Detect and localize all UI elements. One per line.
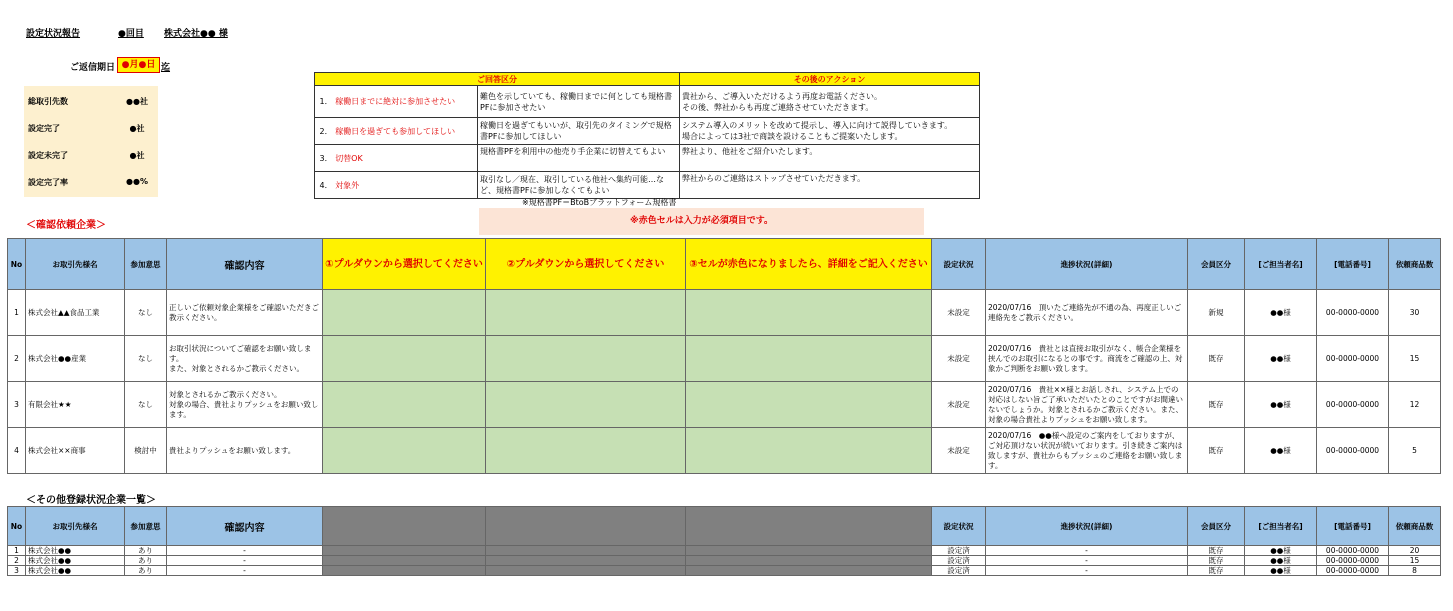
report-title: 設定状況報告 [26,29,81,39]
cell-status: 未設定 [932,336,986,382]
col-pulldown-1: ①プルダウンから選択してください [323,239,486,290]
legend-num: 3． [319,153,333,163]
summary-done [28,123,158,137]
table-row [8,290,1441,336]
cell-blank [486,556,686,566]
legend-label: 切替OK [335,153,363,163]
cell-contact: ●●様 [1245,546,1317,556]
cell-items: 12 [1389,382,1441,428]
col-pulldown-2: ②プルダウンから選択してください [486,239,686,290]
col-partner: お取引先様名 [26,239,125,290]
cell-pulldown-3[interactable] [686,336,932,382]
cell-pulldown-1[interactable] [323,290,486,336]
cell-status: 未設定 [932,290,986,336]
cell-status: 未設定 [932,428,986,474]
col-progress: 進捗状況(詳細) [986,239,1188,290]
cell-blank [486,546,686,556]
deadline-suffix: 迄 [161,63,171,73]
cell-contact: ●●様 [1245,382,1317,428]
cell-pulldown-3[interactable] [686,428,932,474]
col-partner: お取引先様名 [26,507,125,546]
table-row [8,382,1441,428]
cell-partner: 有限会社★★ [26,382,125,428]
col-blank-1 [323,507,486,546]
summary-label: 総取引先数 [28,97,68,106]
col-phone: [電話番号] [1317,239,1389,290]
legend-row [315,145,980,172]
col-check: 確認内容 [167,239,323,290]
cell-pulldown-1[interactable] [323,428,486,474]
legend-row [315,172,980,199]
legend-header-action: その後のアクション [680,73,980,86]
cell-blank [686,546,932,556]
cell-participation: 検討中 [125,428,167,474]
cell-pulldown-2[interactable] [486,428,686,474]
cell-member: 新規 [1188,290,1245,336]
col-no: No [8,239,26,290]
confirm-request-table [7,238,1441,474]
legend-header-category: ご回答区分 [315,73,680,86]
cell-participation: あり [125,556,167,566]
cell-member: 既存 [1188,546,1245,556]
legend-num: 2． [319,126,333,136]
cell-status: 設定済 [932,546,986,556]
legend-num: 4． [319,180,333,190]
table-row [8,336,1441,382]
cell-progress: - [986,546,1188,556]
summary-label: 設定完了率 [28,178,68,187]
legend-category [315,145,478,172]
cell-pulldown-2[interactable] [486,382,686,428]
legend-row [315,86,980,118]
cell-pulldown-3[interactable] [686,382,932,428]
table-header [8,239,1441,290]
legend-action: 弊社からのご連絡はストップさせていただきます。 [680,172,980,199]
col-member: 会員区分 [1188,239,1245,290]
cell-check: - [167,556,323,566]
summary-value: ●社 [129,124,145,133]
summary-value: ●●% [126,177,148,186]
cell-check: 対象とされるかご教示ください。 対象の場合、貴社よりプッシュをお願い致します。 [167,382,323,428]
cell-items: 15 [1389,336,1441,382]
col-phone: [電話番号] [1317,507,1389,546]
cell-contact: ●●様 [1245,556,1317,566]
table-row [8,566,1441,576]
legend-header [315,73,980,86]
cell-partner: 株式会社▲▲食品工業 [26,290,125,336]
cell-no: 1 [8,546,26,556]
cell-items: 15 [1389,556,1441,566]
col-status: 設定状況 [932,507,986,546]
other-status-table [7,506,1441,576]
cell-progress: - [986,566,1188,576]
cell-no: 4 [8,428,26,474]
cell-items: 8 [1389,566,1441,576]
col-status: 設定状況 [932,239,986,290]
cell-pulldown-1[interactable] [323,336,486,382]
legend-note: ※規格書PF＝BtoBプラットフォーム規格書 [522,198,677,207]
cell-no: 1 [8,290,26,336]
legend-category [315,86,478,118]
cell-progress: - [986,556,1188,566]
cell-contact: ●●様 [1245,290,1317,336]
cell-pulldown-1[interactable] [323,382,486,428]
answer-legend-table [314,72,980,199]
cell-member: 既存 [1188,556,1245,566]
col-participation: 参加意思 [125,239,167,290]
legend-category [315,118,478,145]
cell-no: 2 [8,556,26,566]
cell-phone: 00-0000-0000 [1317,290,1389,336]
table-row [8,428,1441,474]
summary-label: 設定完了 [28,124,60,133]
cell-partner: 株式会社●● [26,556,125,566]
deadline-label: ご返信期日 [70,63,116,73]
legend-action: 貴社から、ご導入いただけるよう再度お電話ください。 その後、弊社からも再度ご連絡させていただきます。 [680,86,980,118]
cell-check: お取引状況についてご確認をお願い致します。 また、対象とされるかご教示ください。 [167,336,323,382]
cell-participation: なし [125,290,167,336]
col-contact: [ご担当者名] [1245,507,1317,546]
section2-title: ＜その他登録状況企業一覧＞ [26,495,156,506]
summary-label: 設定未完了 [28,151,68,160]
cell-blank [686,556,932,566]
cell-participation: なし [125,382,167,428]
summary-total [28,96,158,110]
cell-items: 30 [1389,290,1441,336]
legend-label: 対象外 [335,180,360,190]
cell-member: 既存 [1188,566,1245,576]
cell-progress: 2020/07/16 頂いたご連絡先が不通の為、再度正しいご連絡先をご教示ください。 [986,290,1188,336]
cell-check: 正しいご依頼対象企業様をご確認いただきご教示ください。 [167,290,323,336]
cell-phone: 00-0000-0000 [1317,336,1389,382]
cell-items: 5 [1389,428,1441,474]
cell-phone: 00-0000-0000 [1317,428,1389,474]
summary-value: ●●社 [126,97,148,106]
legend-action: 弊社より、他社をご紹介いたします。 [680,145,980,172]
col-pulldown-3: ③セルが赤色になりましたら、詳細をご記入ください [686,239,932,290]
cell-check: - [167,566,323,576]
legend-desc: 規格書PFを利用中の他売り手企業に切替えてもよい [478,145,680,172]
cell-partner: 株式会社●● [26,546,125,556]
col-participation: 参加意思 [125,507,167,546]
cell-no: 3 [8,566,26,576]
report-company: 株式会社●● 様 [164,29,228,39]
cell-partner: 株式会社●●産業 [26,336,125,382]
cell-partner: 株式会社●● [26,566,125,576]
cell-status: 設定済 [932,556,986,566]
col-no: No [8,507,26,546]
required-note: ※赤色セルは入力が必須項目です。 [479,208,924,235]
table-row [8,546,1441,556]
col-check: 確認内容 [167,507,323,546]
legend-desc: 取引なし／現在、取引している他社へ集約可能…など、規格書PFに参加しなくてもよい [478,172,680,199]
summary-panel [24,86,158,197]
cell-contact: ●●様 [1245,336,1317,382]
col-progress: 進捗状況(詳細) [986,507,1188,546]
cell-no: 2 [8,336,26,382]
cell-partner: 株式会社××商事 [26,428,125,474]
cell-participation: あり [125,566,167,576]
cell-blank [323,546,486,556]
cell-status: 未設定 [932,382,986,428]
cell-progress: 2020/07/16 貴社とは直接お取引がなく、帳合企業様を挟んでのお取引になるとの事です。商流をご確認の上、対象かご判断をお願い致します。 [986,336,1188,382]
col-member: 会員区分 [1188,507,1245,546]
cell-progress: 2020/07/16 貴社××様とお話しされ、システム上での対応はしない旨ご了承いただいたとのことですがお間違いないでしょうか。対象とされるかご教示ください。また、対象の場合貴社よりプッシュをお願い致します。 [986,382,1188,428]
col-items: 依頼商品数 [1389,507,1441,546]
deadline-value[interactable]: ●月●日 [117,57,160,73]
cell-phone: 00-0000-0000 [1317,556,1389,566]
col-blank-3 [686,507,932,546]
cell-blank [486,566,686,576]
section1-title: ＜確認依頼企業＞ [26,220,106,231]
col-contact: [ご担当者名] [1245,239,1317,290]
legend-desc: 難色を示していても、稼働日までに何としても規格書PFに参加させたい [478,86,680,118]
legend-desc: 稼働日を過ぎてもいいが、取引先のタイミングで規格書PFに参加してほしい [478,118,680,145]
cell-member: 既存 [1188,336,1245,382]
cell-phone: 00-0000-0000 [1317,546,1389,556]
cell-items: 20 [1389,546,1441,556]
col-items: 依頼商品数 [1389,239,1441,290]
cell-no: 3 [8,382,26,428]
legend-label: 稼働日を過ぎても参加してほしい [335,126,456,136]
cell-pulldown-3[interactable] [686,290,932,336]
summary-undone [28,150,158,164]
summary-value: ●社 [129,151,145,160]
cell-member: 既存 [1188,382,1245,428]
legend-row [315,118,980,145]
cell-check: - [167,546,323,556]
cell-phone: 00-0000-0000 [1317,566,1389,576]
cell-check: 貴社よりプッシュをお願い致します。 [167,428,323,474]
report-round: ●回目 [118,29,144,39]
table-row [8,556,1441,566]
legend-action: システム導入のメリットを改めて提示し、導入に向けて説得していきます。 場合によっては3社で商談を設けることもご提案いたします。 [680,118,980,145]
cell-blank [323,556,486,566]
cell-contact: ●●様 [1245,428,1317,474]
cell-participation: なし [125,336,167,382]
cell-contact: ●●様 [1245,566,1317,576]
cell-pulldown-2[interactable] [486,336,686,382]
summary-rate [28,177,158,191]
table-header [8,507,1441,546]
cell-participation: あり [125,546,167,556]
legend-label: 稼働日までに絶対に参加させたい [335,97,456,106]
col-blank-2 [486,507,686,546]
cell-status: 設定済 [932,566,986,576]
cell-progress: 2020/07/16 ●●様へ設定のご案内をしておりますが、ご対応頂けない状況が続いております。引き続きご案内は致しますが、貴社からもプッシュのご連絡をお願い致します。 [986,428,1188,474]
cell-member: 既存 [1188,428,1245,474]
cell-blank [323,566,486,576]
cell-blank [686,566,932,576]
cell-phone: 00-0000-0000 [1317,382,1389,428]
legend-num: 1． [319,97,333,106]
cell-pulldown-2[interactable] [486,290,686,336]
legend-category [315,172,478,199]
